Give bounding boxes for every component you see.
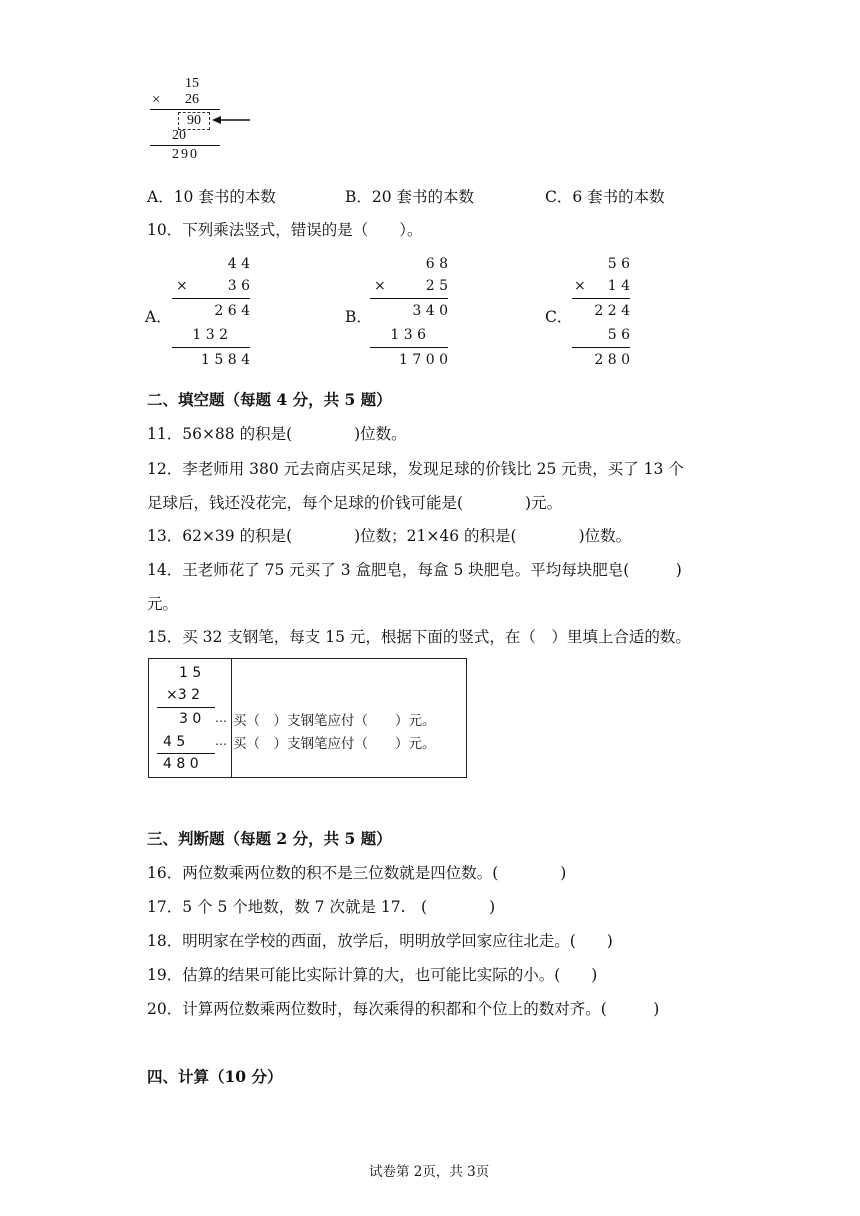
q9-multiplicand: 15 xyxy=(185,76,199,91)
q15-dots-1: … xyxy=(215,711,227,725)
q17: 17．5 个 5 个地数，数 7 次就是 17. ( ) xyxy=(147,898,496,916)
q10-option-c-label: C． xyxy=(545,308,573,326)
q11: 11．56×88 的积是( )位数。 xyxy=(147,425,407,443)
q9-line-2 xyxy=(150,145,220,146)
q15-multiplier: ×3 2 xyxy=(166,687,200,703)
q10-c-times: × xyxy=(574,278,586,294)
arrow-left-icon xyxy=(212,114,252,126)
q18: 18．明明家在学校的西面，放学后，明明放学回家应往北走。( ) xyxy=(147,932,613,950)
q15-line-2 xyxy=(157,753,215,754)
q10-a-partial-2: 1 3 2 xyxy=(192,327,228,343)
q14-line-2: 元。 xyxy=(147,595,179,613)
q10-stem: 10．下列乘法竖式，错误的是（ ）。 xyxy=(147,221,423,239)
q10-a-multiplicand: 4 4 xyxy=(227,256,250,272)
q15-partial-1: 3 0 xyxy=(179,711,202,727)
q9-option-a: A．10 套书的本数 xyxy=(147,188,276,206)
q10-b-partial-2: 1 3 6 xyxy=(390,327,426,343)
q10-c-result: 2 8 0 xyxy=(594,352,630,368)
q15-dots-2: … xyxy=(215,734,227,748)
q15-multiplicand: 1 5 xyxy=(179,665,202,681)
q10-option-b-label: B． xyxy=(345,308,372,326)
q10-b-line-2 xyxy=(370,347,448,348)
q10-b-line-1 xyxy=(370,298,448,299)
q10-b-multiplicand: 6 8 xyxy=(425,256,448,272)
q15-line-1 xyxy=(157,707,215,708)
q15-answer-line-1: 买（ ）支钢笔应付（ ）元。 xyxy=(233,713,436,729)
q9-option-c: C．6 套书的本数 xyxy=(545,188,665,206)
q19: 19．估算的结果可能比实际计算的大，也可能比实际的小。( ) xyxy=(147,966,598,984)
q13: 13．62×39 的积是( )位数；21×46 的积是( )位数。 xyxy=(147,527,632,545)
page-footer: 试卷第 2页，共 3页 xyxy=(369,1164,490,1180)
q10-a-partial-1: 2 6 4 xyxy=(214,303,250,319)
q14-line-1: 14．王老师花了 75 元买了 3 盒肥皂，每盒 5 块肥皂。平均每块肥皂( ) xyxy=(147,561,682,579)
section-3-title: 三、判断题（每题 2 分，共 5 题） xyxy=(147,829,392,848)
q10-c-multiplicand: 5 6 xyxy=(607,256,630,272)
q15-result: 4 8 0 xyxy=(163,756,199,772)
q10-c-line-2 xyxy=(572,347,630,348)
q9-boxed-partial: 90 xyxy=(178,112,210,130)
q10-b-multiplier: 2 5 xyxy=(425,278,448,294)
section-4-title: 四、计算（10 分） xyxy=(147,1067,283,1086)
q10-b-result: 1 7 0 0 xyxy=(399,352,448,368)
q10-c-partial-2: 5 6 xyxy=(607,327,630,343)
q9-partial-2: 20 xyxy=(172,128,186,143)
q10-c-line-1 xyxy=(572,298,630,299)
q20: 20．计算两位数乘两位数时，每次乘得的积都和个位上的数对齐。( ) xyxy=(147,1000,660,1018)
q15-figure-box xyxy=(148,658,467,778)
q15-divider xyxy=(231,659,232,777)
q9-times-sign: × xyxy=(152,92,161,108)
q9-line-1 xyxy=(150,109,220,110)
q15-answer-line-2: 买（ ）支钢笔应付（ ）元。 xyxy=(233,736,436,752)
q15-partial-2: 4 5 xyxy=(163,734,186,750)
q9-multiplier: 26 xyxy=(185,92,199,107)
q10-b-partial-1: 3 4 0 xyxy=(412,303,448,319)
q15-stem: 15．买 32 支钢笔，每支 15 元，根据下面的竖式，在（ ）里填上合适的数。 xyxy=(147,628,691,646)
q10-option-a-label: A． xyxy=(145,308,172,326)
q10-a-result: 1 5 8 4 xyxy=(201,352,250,368)
q12-line-1: 12．李老师用 380 元去商店买足球，发现足球的价钱比 25 元贵，买了 13 个 xyxy=(147,460,684,478)
q16: 16．两位数乘两位数的积不是三位数就是四位数。( ) xyxy=(147,864,567,882)
q9-result: 290 xyxy=(172,147,199,162)
section-2-title: 二、填空题（每题 4 分，共 5 题） xyxy=(147,390,392,409)
q10-a-times: × xyxy=(176,278,188,294)
q10-a-line-1 xyxy=(172,298,250,299)
q9-option-b: B．20 套书的本数 xyxy=(345,188,475,206)
q10-c-multiplier: 1 4 xyxy=(607,278,630,294)
q12-line-2: 足球后，钱还没花完，每个足球的价钱可能是( )元。 xyxy=(147,494,563,512)
q10-b-times: × xyxy=(374,278,386,294)
q10-a-multiplier: 3 6 xyxy=(227,278,250,294)
q10-a-line-2 xyxy=(172,347,250,348)
q10-c-partial-1: 2 2 4 xyxy=(594,303,630,319)
